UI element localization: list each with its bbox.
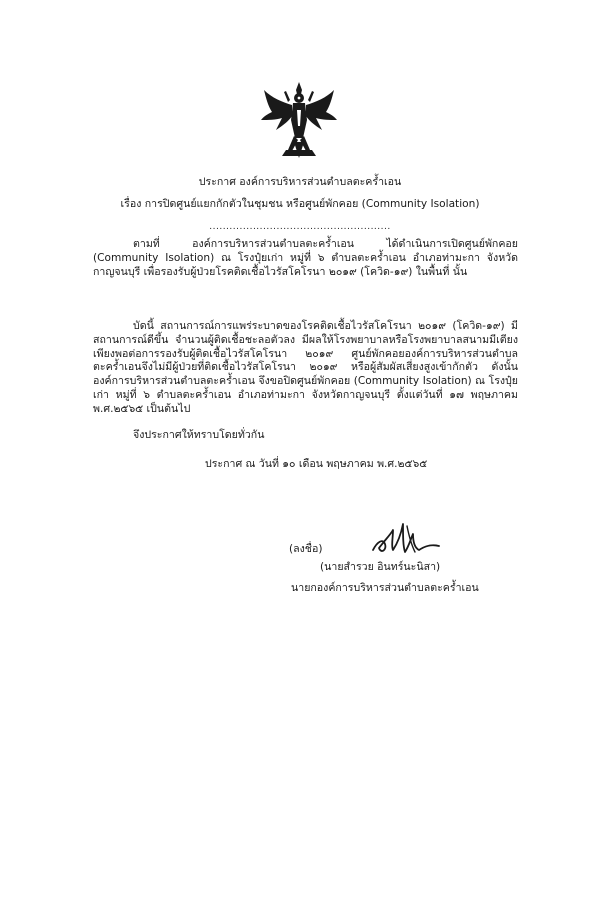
sign-label: (ลงชื่อ) (289, 543, 323, 555)
announcement-title: ประกาศ องค์การบริหารส่วนตำบลตะคร้ำเอน (198, 176, 402, 188)
dateline: ประกาศ ณ วันที่ ๑๐ เดือน พฤษภาคม พ.ศ.๒๕๖๕ (205, 458, 428, 470)
garuda-emblem-icon (258, 80, 340, 160)
paragraph-opening (93, 238, 518, 279)
separator-line: ...................................................... (209, 222, 391, 232)
signer-position: นายกองค์การบริหารส่วนตำบลตะคร้ำเอน (291, 582, 479, 594)
paragraph-closing: จึงประกาศให้ทราบโดยทั่วกัน (133, 429, 265, 441)
signer-name: (นายสำรวย อินทร์นะนิสา) (320, 561, 441, 573)
paragraph-2-text: บัดนี้ สถานการณ์การแพร่ระบาดของโรคติดเชื้อไวรัสโคโรนา ๒๐๑๙ (โควิด-๑๙) มีสถานการณ์ดีขึ้น จำนวนผู้ติดเชื้อชะลอตัวลง มีผลให้โรงพยาบาลหรือโรงพยาบาลสนามมีเตียงเพียงพอต่อการรองรับผู้ติดเชื้อไวรัสโคโรนา ๒๐๑๙ ศูนย์พักคอยองค์การบริหารส่วนตำบลตะคร้ำเอนจึงไม่มีผู้ป่วยที่ติดเชื้อไวรัสโคโรนา ๒๐๑๙ หรือผู้สัมผัสเสี่ยงสูงเข้ากักตัว ดังนั้น องค์การบริหารส่วนตำบลตะคร้ำเอน จึงขอปิดศูนย์พักคอย (Community Isolation) ณ โรงปุ๋ยเก่า หมู่ที่ ๖ ตำบลตะคร้ำเอน อำเภอท่ามะกา จังหวัดกาญจนบุรี ตั้งแต่วันที่ ๑๗ พฤษภาคม พ.ศ.๒๕๖๕ เป็นต้นไป (93, 320, 518, 415)
paragraph-situation (93, 320, 518, 416)
paragraph-1-text: ตามที่ องค์การบริหารส่วนตำบลตะคร้ำเอน ได้ดำเนินการเปิดศูนย์พักคอย (Community Isolation) ณ โรงปุ๋ยเก่า หมู่ที่ ๖ ตำบลตะคร้ำเอน อำเภอท่ามะกา จังหวัดกาญจนบุรี เพื่อรองรับผู้ป่วยโรคติดเชื้อไวรัสโคโรนา ๒๐๑๙ (โควิด-๑๙) ในพื้นที่ นั้น (93, 238, 518, 278)
handwritten-signature (367, 516, 447, 562)
announcement-subject: เรื่อง การปิดศูนย์แยกกักตัวในชุมชน หรือศูนย์พักคอย (Community Isolation) (120, 198, 480, 210)
